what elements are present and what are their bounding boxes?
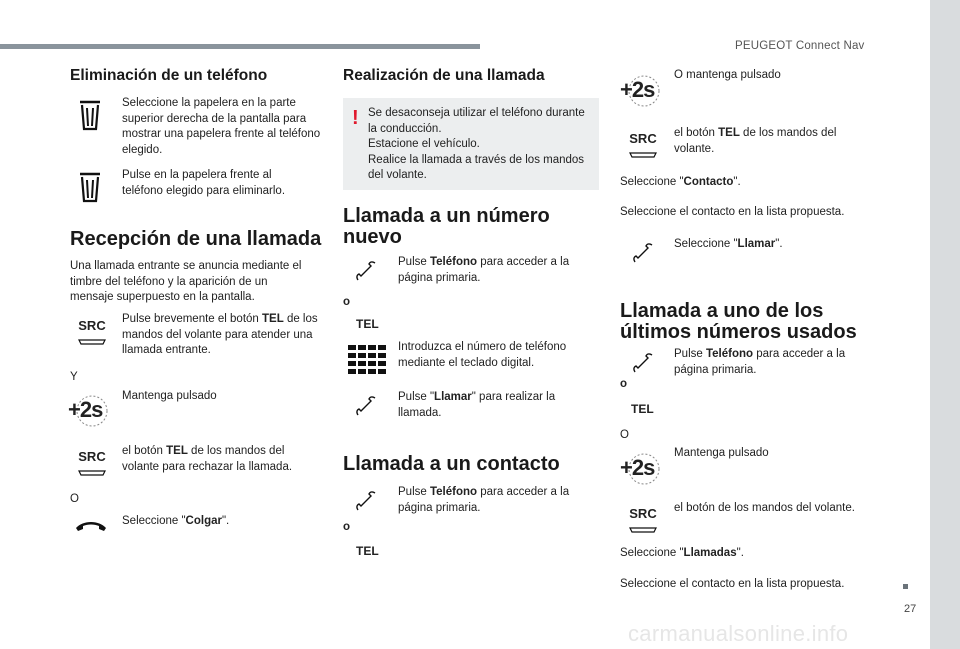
sel-lista: Seleccione el contacto en la lista propuesta. xyxy=(620,206,845,218)
recep-step-2: el botón TEL de los mandos del volante para rechazar la llamada. xyxy=(122,445,293,473)
page-number: 27 xyxy=(904,603,917,615)
conj-o: O xyxy=(70,493,79,505)
tel-label: TEL xyxy=(356,317,379,331)
tel-label: TEL xyxy=(631,402,654,416)
sel-lista: Seleccione el contacto en la lista propuesta. xyxy=(620,578,845,590)
section-title-contacto: Llamada a un contacto xyxy=(343,453,560,475)
warning-icon: ! xyxy=(352,107,359,129)
nuevo-step-2: Introduzca el número de teléfono mediante el teclado digital. xyxy=(398,341,567,369)
elim-step-2: Pulse en la papelera frente al teléfono elegido para eliminarlo. xyxy=(122,169,286,197)
phone-icon xyxy=(632,350,656,376)
ultimos-step-1: Pulse Teléfono para acceder a la página primaria. xyxy=(674,348,846,376)
header-rule xyxy=(0,44,480,49)
phone-icon xyxy=(632,240,656,266)
section-title-ultimos: Llamada a uno de los últimos números usados xyxy=(620,300,857,343)
trash-icon xyxy=(78,172,102,204)
plus-2s-icon: +2s xyxy=(618,451,664,487)
src-button-icon: SRC xyxy=(76,318,108,351)
src-button-icon: SRC xyxy=(627,131,659,164)
src-button-icon: SRC xyxy=(76,449,108,482)
src-button-icon: SRC xyxy=(627,506,659,539)
contacto-step-1: Pulse Teléfono para acceder a la página primaria. xyxy=(398,486,570,514)
section-title-recepcion: Recepción de una llamada xyxy=(70,228,322,250)
phone-icon xyxy=(355,393,379,419)
contacto-mantenga: O mantenga pulsado xyxy=(674,69,781,81)
conj-o: O xyxy=(620,429,629,441)
conj-o-small: o xyxy=(620,378,628,390)
page-side-margin xyxy=(930,0,960,649)
watermark: carmanualsonline.info xyxy=(628,621,849,646)
elim-step-1: Seleccione la papelera en la parte superior derecha de la pantalla para mostrar una papelera frente al teléfono elegido. xyxy=(122,97,321,156)
conj-o-small: o xyxy=(343,521,351,533)
recep-step-1: Pulse brevemente el botón TEL de los mandos del volante para atender una llamada entrante. xyxy=(122,313,318,356)
plus-2s-icon: +2s xyxy=(618,73,664,109)
section-title-numero-nuevo: Llamada a un número nuevo xyxy=(343,205,550,248)
warning-box xyxy=(343,98,599,190)
page-header: PEUGEOT Connect Nav xyxy=(735,40,865,52)
recep-intro: Una llamada entrante se anuncia mediante el timbre del teléfono y la aparición de un mensaje superpuesto en la pantalla. xyxy=(70,260,302,303)
recep-mantenga: Mantenga pulsado xyxy=(122,390,217,402)
phone-icon xyxy=(355,488,379,514)
section-title-realizacion: Realización de una llamada xyxy=(343,67,545,84)
conj-o-small: o xyxy=(343,296,351,308)
page-marker xyxy=(903,584,908,589)
tel-label: TEL xyxy=(356,544,379,558)
keypad-icon xyxy=(348,345,386,374)
ultimos-mantenga: Mantenga pulsado xyxy=(674,447,769,459)
conj-y: Y xyxy=(70,371,78,383)
phone-icon xyxy=(355,258,379,284)
sel-llamadas: Seleccione "Llamadas". xyxy=(620,547,744,559)
trash-icon xyxy=(78,100,102,132)
section-title-eliminacion: Eliminación de un teléfono xyxy=(70,67,268,84)
plus-2s-icon: +2s xyxy=(66,393,112,429)
ultimos-boton: el botón de los mandos del volante. xyxy=(674,502,855,514)
contacto-boton: el botón TEL de los mandos del volante. xyxy=(674,127,837,155)
sel-contacto: Seleccione "Contacto". xyxy=(620,176,741,188)
warning-text: Se desaconseja utilizar el teléfono durante la conducción. Estacione el vehículo. Realice la llamada a través de los mandos del volante. xyxy=(368,107,585,181)
hang-up-icon xyxy=(75,518,107,532)
recep-step-3: Seleccione "Colgar". xyxy=(122,515,230,527)
nuevo-step-1: Pulse Teléfono para acceder a la página primaria. xyxy=(398,256,570,284)
sel-llamar: Seleccione "Llamar". xyxy=(674,238,783,250)
nuevo-step-3: Pulse "Llamar" para realizar la llamada. xyxy=(398,391,556,419)
